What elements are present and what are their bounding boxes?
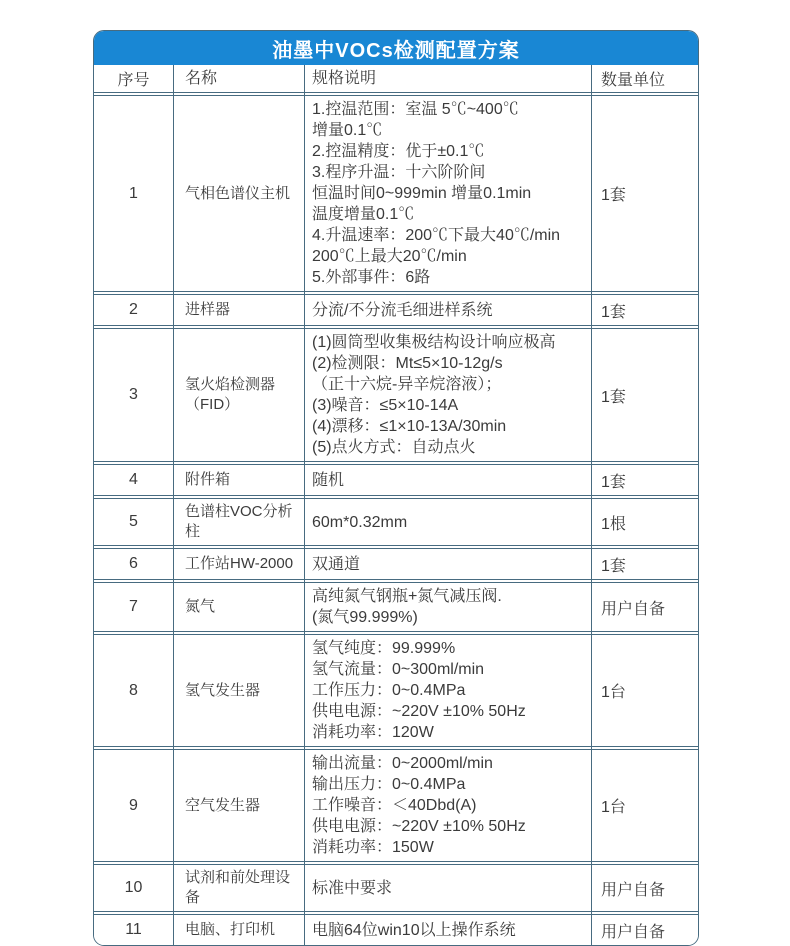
row-number-cell: 5 bbox=[129, 513, 138, 530]
spec-cell bbox=[304, 635, 591, 746]
item-name-cell: 进样器 bbox=[185, 301, 231, 318]
row-number-cell: 7 bbox=[129, 598, 138, 615]
spec-line: 1.控温范围：室温 5℃~400℃ bbox=[312, 101, 519, 118]
column-header-spec: 规格说明 bbox=[312, 70, 377, 87]
spec-cell bbox=[304, 96, 591, 291]
quantity-cell: 1套 bbox=[601, 473, 626, 491]
row-number-cell: 11 bbox=[125, 921, 142, 938]
page-title: 油墨中VOCs检测配置方案 bbox=[94, 31, 698, 65]
spec-line: 200℃上最大20℃/min bbox=[312, 248, 467, 265]
table-header-row bbox=[94, 65, 698, 93]
row-number-cell: 8 bbox=[129, 681, 138, 699]
quantity-cell: 用户自备 bbox=[601, 923, 666, 941]
quantity-cell: 1套 bbox=[601, 187, 626, 204]
spec-line: 双通道 bbox=[312, 555, 361, 573]
column-divider bbox=[173, 65, 174, 945]
spec-line: (4)漂移：≤1×10-13A/30min bbox=[312, 418, 507, 435]
spec-line: 氢气纯度：99.999% bbox=[312, 640, 456, 657]
row-number-cell: 3 bbox=[129, 386, 138, 403]
item-name-cell: 气相色谱仪主机 bbox=[185, 184, 291, 202]
spec-line: 2.控温精度：优于±0.1℃ bbox=[312, 143, 485, 160]
spec-line: 工作噪音：＜40Dbd(A) bbox=[312, 797, 477, 814]
spec-cell bbox=[304, 917, 591, 944]
quantity-cell: 1台 bbox=[601, 799, 626, 816]
spec-cell bbox=[304, 750, 591, 861]
table-row bbox=[94, 294, 698, 326]
spec-line: 分流/不分流毛细进样系统 bbox=[312, 301, 493, 319]
spec-line: (3)噪音：≤5×10-14A bbox=[312, 397, 459, 414]
row-number-cell: 9 bbox=[129, 796, 138, 814]
spec-cell bbox=[304, 551, 591, 578]
table-row bbox=[94, 582, 698, 632]
spec-line: 随机 bbox=[312, 471, 345, 489]
quantity-cell: 1套 bbox=[601, 557, 626, 575]
row-number-cell: 4 bbox=[129, 471, 138, 488]
column-header-qty: 数量单位 bbox=[601, 72, 666, 89]
spec-line: 输出压力：0~0.4MPa bbox=[312, 776, 466, 793]
spec-cell bbox=[304, 297, 591, 324]
column-header-name: 名称 bbox=[185, 69, 218, 87]
row-number-cell: 6 bbox=[129, 555, 138, 572]
spec-line: (1)圆筒型收集极结构设计响应极高 bbox=[312, 334, 556, 351]
spec-line: 4.升温速率：200℃下最大40℃/min bbox=[312, 227, 561, 244]
spec-line: 3.程序升温：十六阶阶间 bbox=[312, 164, 486, 181]
spec-cell bbox=[304, 467, 591, 494]
item-name-cell: 试剂和前处理设备 bbox=[185, 869, 291, 906]
table-row bbox=[94, 749, 698, 862]
quantity-cell: 1套 bbox=[601, 303, 626, 321]
column-divider bbox=[304, 65, 305, 945]
spec-cell bbox=[304, 329, 591, 461]
item-name-cell: 氮气 bbox=[185, 598, 216, 615]
item-name-cell: 工作站HW-2000 bbox=[185, 555, 294, 572]
spec-line: 氢气流量：0~300ml/min bbox=[312, 661, 485, 678]
spec-cell bbox=[304, 583, 591, 631]
quantity-cell: 1台 bbox=[601, 684, 626, 701]
table-row bbox=[94, 95, 698, 292]
spec-line: 工作压力：0~0.4MPa bbox=[312, 682, 466, 699]
table-row bbox=[94, 914, 698, 945]
item-name-cell: 氢气发生器 bbox=[185, 681, 261, 699]
spec-line: 高纯氮气钢瓶+氮气减压阀. bbox=[312, 588, 502, 605]
table-row bbox=[94, 464, 698, 496]
column-header-no: 序号 bbox=[117, 72, 150, 89]
table-row bbox=[94, 498, 698, 546]
spec-line: 消耗功率：120W bbox=[312, 724, 434, 741]
spec-line: 消耗功率：150W bbox=[312, 839, 434, 856]
quantity-cell: 1套 bbox=[601, 388, 626, 406]
spec-table-card bbox=[93, 30, 699, 946]
quantity-cell: 用户自备 bbox=[601, 600, 666, 618]
spec-line: (2)检测限：Mt≤5×10-12g/s bbox=[312, 355, 503, 372]
spec-line: 恒温时间0~999min 增量0.1min bbox=[312, 185, 532, 202]
table-row bbox=[94, 548, 698, 580]
row-number-cell: 2 bbox=[129, 301, 138, 318]
spec-line: (5)点火方式：自动点火 bbox=[312, 439, 476, 456]
spec-cell bbox=[304, 509, 591, 536]
table-row bbox=[94, 634, 698, 747]
spec-line: （正十六烷-异辛烷溶液）； bbox=[312, 376, 502, 393]
item-name-cell: 附件箱 bbox=[185, 471, 231, 488]
row-number-cell: 10 bbox=[124, 879, 143, 896]
item-name-cell: 氢火焰检测器（FID） bbox=[185, 376, 276, 413]
spec-line: 温度增量0.1℃ bbox=[312, 206, 415, 223]
spec-line: 5.外部事件：6路 bbox=[312, 269, 431, 286]
item-name-cell: 色谱柱VOC分析柱 bbox=[185, 503, 293, 540]
table-row bbox=[94, 864, 698, 912]
spec-line: 增量0.1℃ bbox=[312, 122, 383, 139]
spec-line: 供电电源：~220V ±10% 50Hz bbox=[312, 703, 526, 720]
spec-line: 60m*0.32mm bbox=[312, 513, 408, 531]
row-number-cell: 1 bbox=[129, 184, 138, 202]
item-name-cell: 空气发生器 bbox=[185, 796, 261, 814]
spec-line: 供电电源：~220V ±10% 50Hz bbox=[312, 818, 526, 835]
column-divider bbox=[591, 65, 592, 945]
table-body bbox=[94, 65, 698, 945]
spec-line: 电脑64位win10以上操作系统 bbox=[312, 921, 516, 939]
table-row bbox=[94, 328, 698, 462]
quantity-cell: 1根 bbox=[601, 515, 626, 533]
spec-line: (氮气99.999%) bbox=[312, 609, 418, 626]
spec-line: 标准中要求 bbox=[312, 879, 393, 897]
item-name-cell: 电脑、打印机 bbox=[185, 921, 276, 938]
spec-line: 输出流量：0~2000ml/min bbox=[312, 755, 493, 772]
quantity-cell: 用户自备 bbox=[601, 881, 666, 899]
spec-cell bbox=[304, 875, 591, 902]
